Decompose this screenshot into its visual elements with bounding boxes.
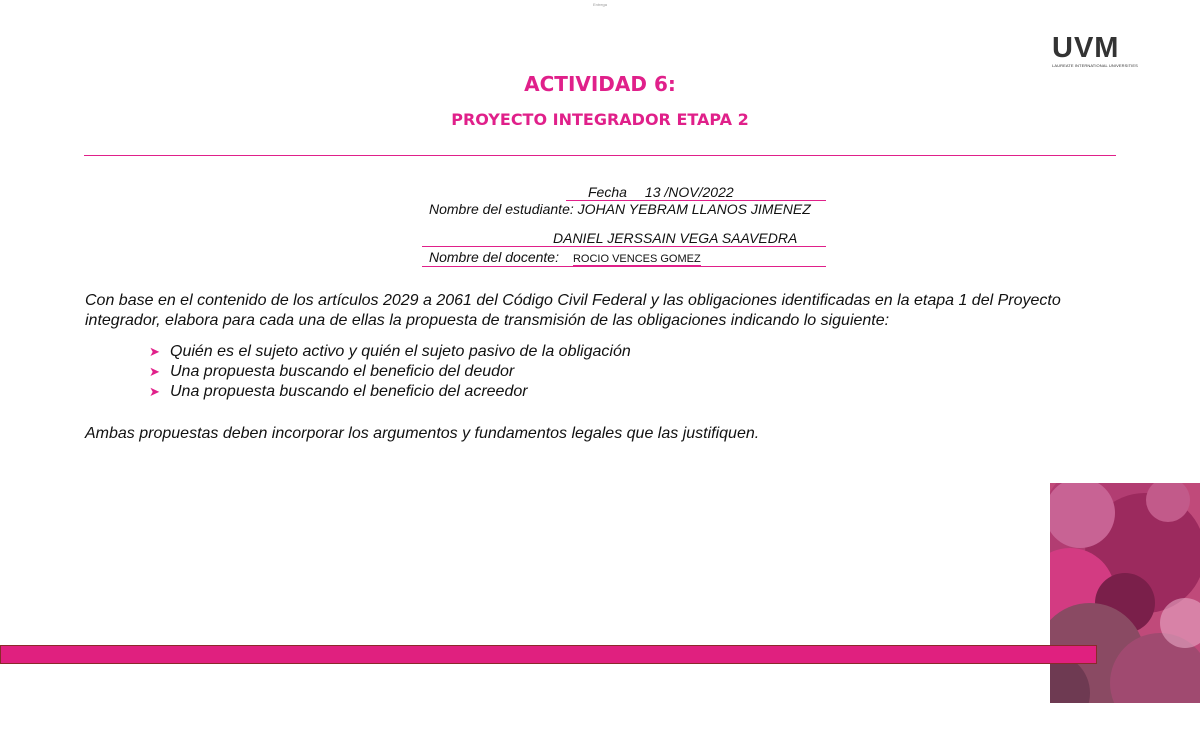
title-divider (84, 155, 1116, 156)
logo-text: UVM (1052, 32, 1120, 64)
teacher-line (422, 249, 826, 267)
list-item-text: Una propuesta buscando el beneficio del acreedor (170, 383, 528, 400)
footer-bar (0, 645, 1097, 664)
activity-title: ACTIVIDAD 6: (524, 72, 676, 96)
page-header-mark: Entrega (592, 2, 607, 7)
list-item (149, 342, 631, 362)
arrow-bullet-icon: ➤ (149, 344, 160, 359)
list-item-text: Quién es el sujeto activo y quién el sujeto pasivo de la obligación (170, 343, 631, 360)
date-line (566, 184, 826, 201)
date-value: 13 /NOV/2022 (644, 184, 734, 200)
student-name-1: JOHAN YEBRAM LLANOS JIMENEZ (577, 201, 811, 217)
student-name-2: DANIEL JERSSAIN VEGA SAAVEDRA (553, 230, 798, 246)
list-item (149, 382, 631, 402)
teacher-name: ROCIO VENCES GOMEZ (572, 253, 701, 265)
uvm-logo (1052, 32, 1138, 68)
student-line (429, 201, 811, 217)
closing-note: Ambas propuestas deben incorporar los argumentos y fundamentos legales que las justifiquen. (85, 425, 760, 442)
requirements-list (149, 342, 631, 402)
arrow-bullet-icon: ➤ (149, 364, 160, 379)
instructions-paragraph: Con base en el contenido de los artículos 2029 a 2061 del Código Civil Federal y las obligaciones identificadas en la etapa 1 del Proyecto integrador, elabora para cada una de ellas la propuesta de transmisión de las obligaciones indicando lo siguiente: (85, 292, 1061, 329)
logo-subtitle: LAUREATE INTERNATIONAL UNIVERSITIES (1052, 63, 1138, 68)
date-label: Fecha (588, 184, 627, 200)
list-item (149, 362, 631, 382)
teacher-label: Nombre del docente: (429, 249, 559, 265)
decorative-circles-graphic (1050, 483, 1200, 703)
student-line-2 (422, 230, 826, 247)
student-label: Nombre del estudiante: (429, 201, 574, 217)
project-title: PROYECTO INTEGRADOR ETAPA 2 (451, 110, 749, 129)
arrow-bullet-icon: ➤ (149, 384, 160, 399)
list-item-text: Una propuesta buscando el beneficio del deudor (170, 363, 515, 380)
